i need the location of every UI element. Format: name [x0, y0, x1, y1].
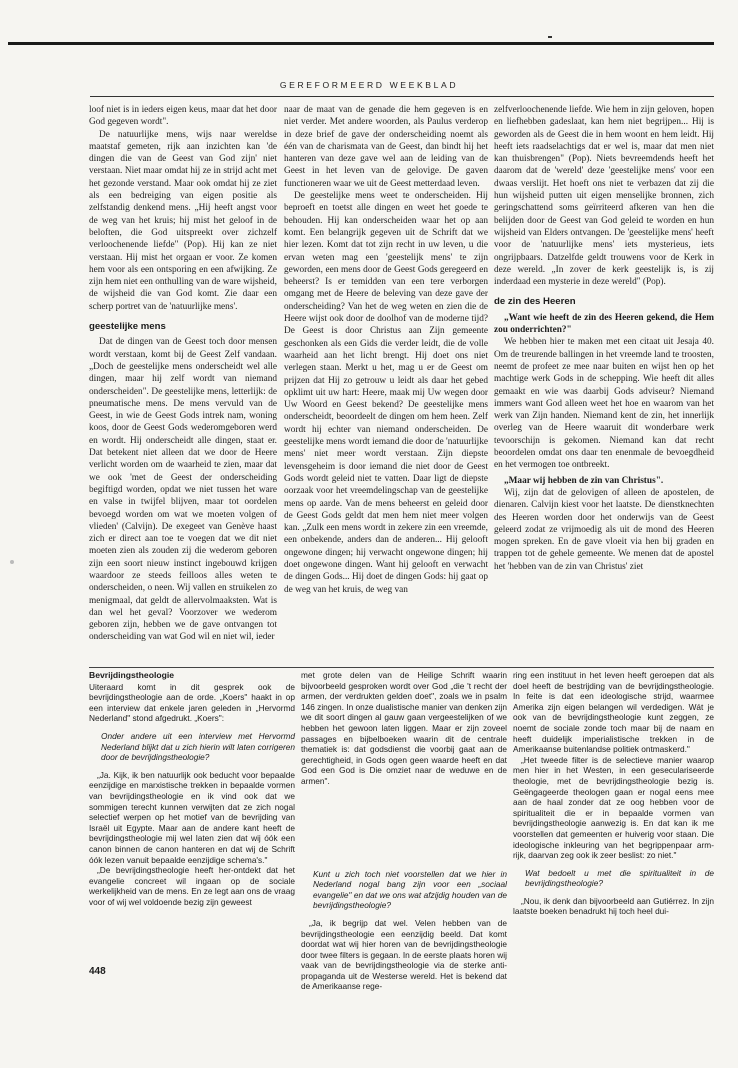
- interview-question: Kunt u zich toch niet voorstellen dat we hier in Nederland nogal bang zijn voor een „sociaal evangelie" en dat we ons wat afzijdig houden van de bevrijdingstheologie?: [313, 868, 507, 911]
- paragraph: naar de maat van de genade die hem gegeven is en niet verder. Met andere woorden, als Paulus verderop in deze brief de gave der onderscheiding noemt als één van de charismata van de Geest, dan bindt hij het hanteren van deze gave wel aan de leiding van de Geest in het leven van de gelovige. De gaven functioneren waar we uit de Geest metterdaad leven.: [284, 105, 488, 189]
- masthead: GEREFORMEERD WEEKBLAD: [279, 80, 459, 90]
- bottom-column-2: [301, 670, 507, 992]
- section-heading: de zin des Heeren: [494, 296, 576, 308]
- paragraph: De geestelijke mens weet te onderscheiden. Hij beproeft en toetst alle dingen en weet het goede te behouden. Hij kan onderscheiden waar het op aan komt. Een belangrijk gegeven uit de Schrift dat we hier lezen. Komt dat tot zijn recht in uw leven, u die ervan weten mag een 'geestelijk mens' te zijn geworden, een mens door de Geest Gods geregeerd en beheerst? Is er temidden van een tere verborgen omgang met de Heere de beleving van deze gave der onderscheiding? Van het de weg weten en zien die de Heere wijst ook door de doolhof van de moderne tijd? De Geest is door Christus aan Zijn gemeente geschonken als een Gids die verder leidt, die de volle waarheid aan het licht brengt. Hij doet ons niet verlegen staan. Merkt u het, mag u er de Geest om prijzen dat Hij zo getrouw u leidt als daar het gebed opklimt uit uw hart: Heere, maak mij Uw wegen door Uw Woord en Geest bekend? De geestelijke mens onderscheidt, beoordeelt de dingen om hem heen. Zelf wordt hij echter van niemand onderscheiden. De geestelijke mens wordt iemand die door de 'natuurlijke mens' niet meer wordt verstaan. Zijn diepste levensgeheim is door iemand die niet door de Geest Gods wordt geleid niet te vatten. Daar ligt de diepste oorzaak voor het vreemdelingschap van de geestelijke mens op aarde. Van de mens beheerst en geleid door de Geest Gods geldt dat men hem niet meer volgen kan. „Zulk een mens wordt in zekere zin een vreemde, een onbekende, anders dan de anderen... Hij gelooft ongewone dingen; hij verwacht ongewone dingen; hij doet ongewone dingen. Want hij gelooft en verwacht de dingen Gods... Hij doet de dingen Gods: hij gaat op de weg van het kruis, de weg van: [284, 191, 488, 595]
- column-1: [89, 104, 277, 664]
- interview-question: Wat bedoelt u met die spiritualiteit in de bevrijdingstheologie?: [525, 867, 714, 889]
- paragraph: ring een instituut in het leven heeft geroepen dat als doel heeft de bestrijding van de bevrijdingstheologie. In feite is dat een ideologische strijd, waarmee Amerika zijn eigen belangen wil verdedigen. Wát je ook van de bevrijdingstheologie kunt zeggen, ze noemt de sociale zonde toch maar bij de naam en heeft duidelijk imperialistische trekken in de Amerikaanse buitenlandse politiek ontmaskerd.": [513, 670, 714, 755]
- bottom-column-1: [89, 670, 295, 960]
- paragraph: De natuurlijke mens, wijs naar wereldse maatstaf gemeten, rijk aan inzichten kan 'de dingen die van de Geest van God zijn' niet verstaan. Niet maar omdat hij ze in strijd acht met het gezonde verstand. Maar ook omdat hij ze ziet als een bedreiging van eigen positie als zelfstandig denkend mens. „Hij heeft angst voor de weg van het kruis; hij mist het geloof in de beloften, die God uitspreekt over zichzelf verloochenende liefde" (Pop). Hij kan ze niet verstaan. Hij mist het orgaan er voor. Ze komen hem voor als een ontsporing en een afwijking. Ze zijn hem niet een onthulling van de ware wijsheid, de wijsheid die van God komt. Zie daar een scherp portret van de 'natuurlijke mens'.: [89, 129, 277, 312]
- top-rule: [8, 42, 714, 45]
- paragraph: Dat de dingen van de Geest toch door mensen wordt verstaan, komt bij de Geest Zelf vandaan. „Doch de geestelijke mens onderscheidt wel alle dingen, maar hij zelf wordt van niemand onderscheiden". De geestelijke mens, letterlijk: de pneumatische mens. De mens vervuld van de Geest, in wie de Geest Gods intrek nam, woning koos, door de Geest Gods wederomgeboren werd en wordt. Hij onderscheidt alle dingen, staat er. Dat betekent niet alleen dat we door de Heere verlicht worden om de waarheid te zien, maar dat we ook 'met de Geest der onderscheiding begiftigd worden, opdat we niet tussen het ware en valse in twijfel blijven, maar tot oordelen bevoegd worden om wat we moeten volgen of vlieden' (Calvijn). De exegeet van Genève haast zich er direct aan toe te voegen dat we dit niet moeten zien als zouden zij die wederom geboren zijn een soort nieuw instinct ingebouwd krijgen waardoor ze steeds feilloos alles weten te onderscheiden, o neen. Wij vallen en struikelen zo menigmaal, dat geldt de allervolmaaksten. Wat is dan wel het geval? Voorzover we wederom geboren zijn, hebben we de gave ontvangen tot onderscheiding van wat God wil en niet wil, ieder: [89, 337, 277, 643]
- section-divider: [89, 667, 714, 668]
- paragraph: loof niet is in ieders eigen keus, maar dat het door God gegeven wordt".: [89, 105, 277, 128]
- paragraph: „Ja. Kijk, ik ben natuurlijk ook beducht voor bepaalde eenzijdige en marxistische trekken in bepaalde vormen van bevrijdingstheologie en ik vind ook dat we sommigen terecht kunnen verwijten dat ze zich nogal selectief werpen op het motief van de bevrijding van Israël uit Egypte. Maar aan de andere kant heeft de bevrijdingstheologie mij wel laten zien dat wij óók een canon binnen de canon hanteren en dat wij de Schrift óók lezen vanuit bepaalde eenzijdige schema's.": [89, 769, 295, 865]
- scan-dot: [10, 560, 14, 564]
- paragraph: met grote delen van de Heilige Schrift waarin bijvoorbeeld gesproken wordt over God „die 't recht der armen, der verdrukten gelden doet", zoals we in psalm 146 zingen. In onze dualistische manier van denken zijn we dit soort dingen al gauw gaan vergeestelijken of we hebben het gewoon laten liggen. Maar er zijn zoveel passages en bijbelboeken waarin dit de centrale thematiek is: dat godsdienst die voorbij gaat aan de gerechtigheid, in Gods ogen geen waarde heeft en dat God een God is Die omziet naar de weduwe en de armen".: [301, 670, 507, 786]
- bottom-column-3: [513, 670, 714, 960]
- paragraph: „Ja, ik begrijp dat wel. Velen hebben van de bevrijdingstheologie een eenzijdig beeld. Dat komt doordat wat wij hier horen van de bevrijdingstheologie door twee filters is gegaan. In de eerste plaats horen wij vaak van de bevrijdingstheologie via de sterke anti-propaganda uit de Westerse wereld. Het is bekend dat de Amerikaanse rege-: [301, 917, 507, 992]
- section-heading: Bevrijdingstheologie: [89, 670, 174, 680]
- paragraph: We hebben hier te maken met een citaat uit Jesaja 40. Om de treurende ballingen in het vreemde land te troosten, neemt de profeet ze mee naar buiten en wijst hen op het machtige werk Gods in de schepping. Wie heeft dit alles gemaakt en wie was daarbij Gods adviseur? Niemand immers want God alleen weet het hoe en waarom van het werk van Zijn handen. Niemand kent de zin, het innerlijk overleg van de Heere waaruit dit wonderbare werk tevoorschijn is gekomen. Niemand kan dat recht beoordelen omdat ons daar ten enenmale de bevoegdheid en het vermogen toe ontbreekt.: [494, 337, 714, 471]
- column-3: [494, 104, 714, 664]
- paragraph: zelfverloochenende liefde. Wie hem in zijn geloven, hopen en liefhebben gadeslaat, kan hem niet begrijpen... Hij is geworden als de Geest die in hem woont en hem leidt. Hij heeft iets raadselachtigs dat er wel is, maar dat men niet kan thuisbrengen" (Pop). Niets bevreemdends heeft het daarom dat de 'wereld' deze 'geestelijke mens' voor een dwaas verslijt. Het hoeft ons niet te verbazen dat zij die hun wijsheid putten uit eigen menselijke bronnen, zich geringschattend soms geïrriteerd afkeren van hen die belijden door de Geest van God geleid te worden en hun wijsheid van Elders ontvangen. De 'geestelijke mens' heeft voor de 'natuurlijke mens' iets mysterieus, iets ongrijpbaars. Datzelfde geldt trouwens voor de Kerk in deze wereld. „In zover de kerk geestelijk is, is zij inderdaad een mysterie in deze wereld" (Pop).: [494, 105, 714, 288]
- section-heading: geestelijke mens: [89, 321, 166, 333]
- bible-quote-heading: „Maar wij hebben de zin van Christus".: [504, 475, 664, 486]
- scan-mark: [548, 36, 552, 38]
- paragraph: „Het tweede filter is de selectieve manier waarop men hier in het Westen, in een geseculariseerde theologie, met de bevrijdingstheologie bezig is. Geëngageerde theologen gaan er nogal eens mee aan de haal zonder dat ze oog hebben voor de spiritualiteit die er in bepaalde vormen van bevrijdingstheologie aanwezig is. En dat kan ik me voorstellen dat gemeenten er huiverig voor staan. Die ideologische inkleuring van het begrippenpaar arm-rijk, daarvan zeg ook ik zeer beslist: zo niet.": [513, 754, 714, 861]
- interview-question: Onder andere uit een interview met Hervormd Nederland blijkt dat u zich hierin wilt laten corrigeren door de bevrijdingstheologie?: [101, 730, 295, 763]
- column-2: [284, 104, 488, 664]
- paragraph: Wij, zijn dat de gelovigen of alleen de apostelen, de dienaren. Calvijn kiest voor het laatste. De dienstknechten des Heeren worden door het onderwijs van de Geest geleerd zodat ze vrijmoedig als uit de mond des Heeren mogen spreken. En de gave vloeit via hen bij graden en trappen tot de gehele gemeente. We menen dat de apostel het 'hebben van de zin van Christus' ziet: [494, 487, 714, 572]
- page-number: 448: [89, 966, 106, 977]
- masthead-rule: [90, 96, 714, 97]
- bible-quote-heading: „Want wie heeft de zin des Heeren gekend, die Hem zou onderrichten?": [494, 312, 714, 336]
- paragraph: Uiteraard komt in dit gesprek ook de bevrijdingstheologie aan de orde. „Koers" haakt in op een interview dat enkele jaren geleden in „Hervormd Nederland" stond afgedrukt. „Koers":: [89, 681, 295, 724]
- paragraph: „Nou, ik denk dan bijvoorbeeld aan Gutiérrez. In zijn laatste boeken benadrukt hij toch heel dui-: [513, 895, 714, 917]
- paragraph: „De bevrijdingstheologie heeft her-ontdekt dat het evangelie concreet wil ingaan op de sociale werkelijkheid van de mens. En ze legt aan ons de vraag voor of wij wel voldoende bezig zijn geweest: [89, 865, 295, 907]
